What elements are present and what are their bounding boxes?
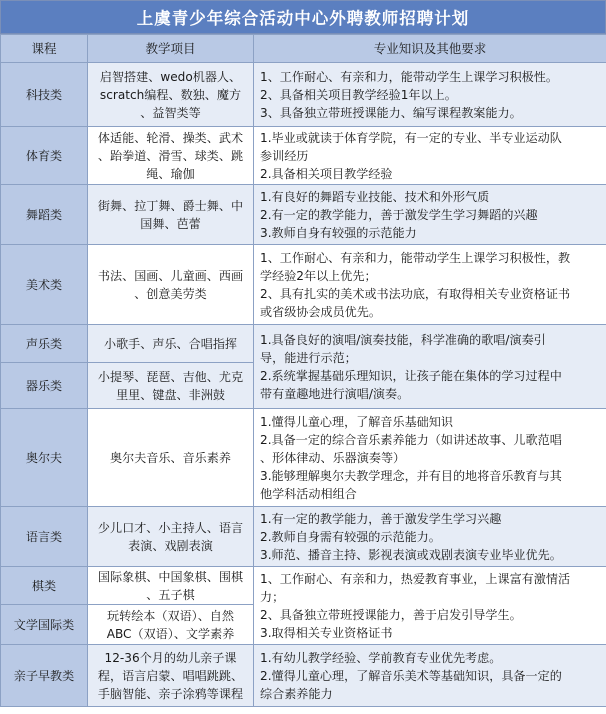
project-line: 程，语言启蒙、唱唱跳跳、	[97, 668, 244, 683]
table-row	[1, 63, 606, 127]
category-cell: 美术类	[1, 245, 88, 325]
project-cell	[88, 409, 254, 507]
requirement-cell	[254, 507, 606, 567]
requirement-cell-chess-literature	[254, 567, 606, 645]
project-line: 12-36个月的幼儿亲子课	[104, 650, 237, 665]
project-line: 国舞、芭蕾	[140, 216, 201, 231]
table-row	[1, 645, 606, 707]
project-line: scratch编程、数独、魔方	[99, 87, 242, 102]
requirement-cell	[254, 127, 606, 185]
requirement-line: 2、具有扎实的美术或书法功底，有取得相关专业资格证书	[260, 286, 571, 301]
category-cell: 亲子早教类	[1, 645, 88, 707]
requirement-line: 1.有幼儿教学经验、学前教育专业优先考虑。	[260, 650, 502, 665]
requirement-line: 3.取得相关专业资格证书	[260, 625, 393, 640]
project-cell	[88, 363, 254, 409]
requirement-line: 2.懂得儿童心理，了解音乐美术等基础知识，具备一定的	[260, 668, 562, 683]
requirement-line: 学经验2年以上优先；	[260, 268, 377, 283]
requirement-line: 力；	[260, 589, 285, 604]
project-line: 奥尔夫音乐、音乐素养	[110, 450, 231, 465]
project-line: 里里、键盘、非洲鼓	[116, 387, 225, 402]
project-cell	[88, 245, 254, 325]
project-line: 少儿口才、小主持人、语言	[97, 520, 244, 535]
recruitment-table	[0, 34, 606, 707]
project-line: 绳、瑜伽	[146, 166, 195, 181]
requirement-cell-music	[254, 325, 606, 409]
category-cell: 棋类	[1, 567, 88, 605]
requirement-line: 1、工作耐心、有亲和力，热爱教育事业，上课富有激情活	[260, 571, 571, 586]
project-line: 、跆拳道、滑雪、球类、跳	[97, 148, 244, 163]
requirement-line: 、形体律动、乐器演奏等）	[260, 450, 406, 465]
category-cell: 器乐类	[1, 363, 88, 409]
project-line: 体适能、轮滑、操类、武术	[97, 130, 244, 145]
category-cell: 科技类	[1, 63, 88, 127]
requirement-line: 3.师范、播音主持、影视表演或戏剧表演专业毕业优先。	[260, 547, 562, 562]
project-line: 表演、戏剧表演	[128, 538, 213, 553]
header-requirements: 专业知识及其他要求	[254, 35, 606, 63]
table-header-row	[1, 35, 606, 63]
requirement-line: 3.教师自身有较强的示范能力	[260, 225, 417, 240]
project-line: 手脑智能、亲子涂鸦等课程	[97, 686, 244, 701]
project-line: 书法、国画、儿童画、西画	[97, 268, 244, 283]
requirement-line: 带有童趣地进行演唱/演奏。	[260, 386, 410, 401]
requirement-line: 参训经历	[260, 148, 309, 163]
requirement-line: 3、具备独立带班授课能力、编写课程教案能力。	[260, 105, 522, 120]
category-cell: 舞蹈类	[1, 185, 88, 245]
header-project: 教学项目	[88, 35, 254, 63]
requirement-line: 导，能进行示范；	[260, 350, 357, 365]
table-row	[1, 567, 606, 605]
requirement-cell	[254, 63, 606, 127]
requirement-line: 2.系统掌握基础乐理知识，让孩子能在集体的学习过程中	[260, 368, 562, 383]
project-line: 、益智类等	[140, 105, 201, 120]
table-row	[1, 325, 606, 363]
requirement-line: 2、具备独立带班授课能力，善于启发引导学生。	[260, 607, 522, 622]
project-line: 玩转绘本（双语）、自然	[107, 608, 234, 623]
project-line: ABC（双语）、文学素养	[106, 626, 235, 641]
project-line: 、五子棋	[146, 587, 195, 602]
requirement-line: 2.具备相关项目教学经验	[260, 166, 393, 181]
project-line: 街舞、拉丁舞、爵士舞、中	[97, 198, 244, 213]
requirement-line: 1.毕业或就读于体育学院，有一定的专业、半专业运动队	[260, 130, 562, 145]
project-line: 国际象棋、中国象棋、围棋	[97, 569, 244, 584]
table-row	[1, 245, 606, 325]
project-cell	[88, 185, 254, 245]
project-cell	[88, 605, 254, 645]
requirement-line: 综合素养能力	[260, 686, 333, 701]
requirement-cell	[254, 185, 606, 245]
project-cell	[88, 567, 254, 605]
project-cell	[88, 507, 254, 567]
category-cell: 文学国际类	[1, 605, 88, 645]
project-cell	[88, 325, 254, 363]
table-row	[1, 185, 606, 245]
requirement-line: 1、工作耐心、有亲和力，能带动学生上课学习积极性，教	[260, 250, 571, 265]
project-cell	[88, 127, 254, 185]
requirement-cell	[254, 409, 606, 507]
requirement-line: 2.有一定的教学能力，善于激发学生学习舞蹈的兴趣	[260, 207, 538, 222]
requirement-line: 2.具备一定的综合音乐素养能力（如讲述故事、儿歌范唱	[260, 432, 562, 447]
category-cell: 奥尔夫	[1, 409, 88, 507]
project-cell	[88, 645, 254, 707]
requirement-line: 2.教师自身需有较强的示范能力。	[260, 529, 441, 544]
requirement-line: 2、具备相关项目教学经验1年以上。	[260, 87, 457, 102]
header-course: 课程	[1, 35, 88, 63]
requirement-line: 1.具备良好的演唱/演奏技能，科学准确的歌唱/演奏引	[260, 332, 546, 347]
category-cell: 体育类	[1, 127, 88, 185]
requirement-line: 或省级协会成员优先。	[260, 304, 381, 319]
requirement-cell	[254, 645, 606, 707]
table-row	[1, 127, 606, 185]
project-cell	[88, 63, 254, 127]
requirement-line: 1、工作耐心、有亲和力，能带动学生上课学习积极性。	[260, 69, 558, 84]
table-row	[1, 507, 606, 567]
project-line: 启智搭建、wedo机器人、	[99, 69, 242, 84]
project-line: 小歌手、声乐、合唱指挥	[103, 336, 238, 351]
requirement-cell	[254, 245, 606, 325]
requirement-line: 1.懂得儿童心理，了解音乐基础知识	[260, 414, 453, 429]
category-cell: 语言类	[1, 507, 88, 567]
requirement-line: 他学科活动相组合	[260, 486, 357, 501]
table-row	[1, 409, 606, 507]
page-title: 上虞青少年综合活动中心外聘教师招聘计划	[0, 0, 606, 34]
project-line: 小提琴、琵琶、吉他、尤克	[97, 369, 244, 384]
requirement-line: 3.能够理解奥尔夫教学理念，并有目的地将音乐教育与其	[260, 468, 562, 483]
project-line: 、创意美劳类	[134, 286, 207, 301]
category-cell: 声乐类	[1, 325, 88, 363]
requirement-line: 1.有一定的教学能力，善于激发学生学习兴趣	[260, 511, 502, 526]
requirement-line: 1.有良好的舞蹈专业技能、技术和外形气质	[260, 189, 490, 204]
